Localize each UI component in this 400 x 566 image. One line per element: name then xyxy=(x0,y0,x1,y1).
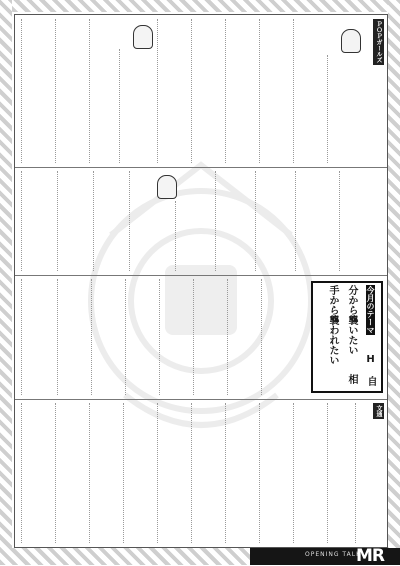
letter-column xyxy=(157,403,191,543)
letter-column xyxy=(225,403,259,543)
reader-avatar-icon xyxy=(341,29,361,53)
letter-column xyxy=(123,403,157,543)
letter-column xyxy=(355,403,383,543)
letter-column xyxy=(191,403,225,543)
letter-column xyxy=(259,403,293,543)
reader-avatar-icon xyxy=(157,175,177,199)
letters-page xyxy=(14,14,388,548)
category-tag: ＰＯＰガールズ xyxy=(375,21,382,63)
letters-row-3 xyxy=(15,275,387,400)
letter-column xyxy=(21,279,57,395)
monthly-theme-box xyxy=(311,281,383,393)
letter-column xyxy=(89,19,119,163)
letter-column xyxy=(55,19,89,163)
letter-column xyxy=(295,171,339,271)
reader-avatar-icon xyxy=(133,25,153,49)
letter-column xyxy=(21,19,55,163)
letter-column xyxy=(159,279,193,395)
letter-column xyxy=(89,403,123,543)
letter-column xyxy=(259,19,293,163)
letter-column xyxy=(293,403,327,543)
letter-column xyxy=(227,279,261,395)
letter-column xyxy=(327,55,383,163)
border-stripes-top xyxy=(0,0,400,12)
magazine-logo: MR xyxy=(356,546,385,566)
letter-column xyxy=(215,171,255,271)
letter-column xyxy=(293,19,327,163)
letter-column xyxy=(255,171,295,271)
category-tag: 文通 xyxy=(375,405,382,417)
border-stripes-right xyxy=(388,0,400,565)
letter-column xyxy=(119,49,157,163)
letters-row-1 xyxy=(15,15,387,168)
letter-column xyxy=(327,403,355,543)
section-label: OPENING TALK xyxy=(305,551,362,558)
letter-column xyxy=(125,279,159,395)
letter-column xyxy=(57,279,91,395)
letter-column xyxy=(21,171,57,271)
letter-column xyxy=(21,403,55,543)
letter-column xyxy=(339,171,383,271)
letter-column xyxy=(191,19,225,163)
letter-column xyxy=(175,201,215,271)
letter-column xyxy=(193,279,227,395)
letter-column xyxy=(55,403,89,543)
border-stripes-left xyxy=(0,0,12,565)
letter-column xyxy=(93,171,129,271)
letter-column xyxy=(157,19,191,163)
letter-column xyxy=(57,171,93,271)
letter-column xyxy=(225,19,259,163)
theme-title-line: H 自分から襲いたい xyxy=(346,285,376,386)
theme-title-line: 相手から襲われたい xyxy=(327,285,357,384)
letters-row-2 xyxy=(15,167,387,276)
letters-row-4 xyxy=(15,399,387,547)
theme-kicker: 今月のテーマ xyxy=(366,286,375,334)
letter-column xyxy=(129,171,159,271)
letter-column xyxy=(91,279,125,395)
letter-column xyxy=(261,279,295,395)
